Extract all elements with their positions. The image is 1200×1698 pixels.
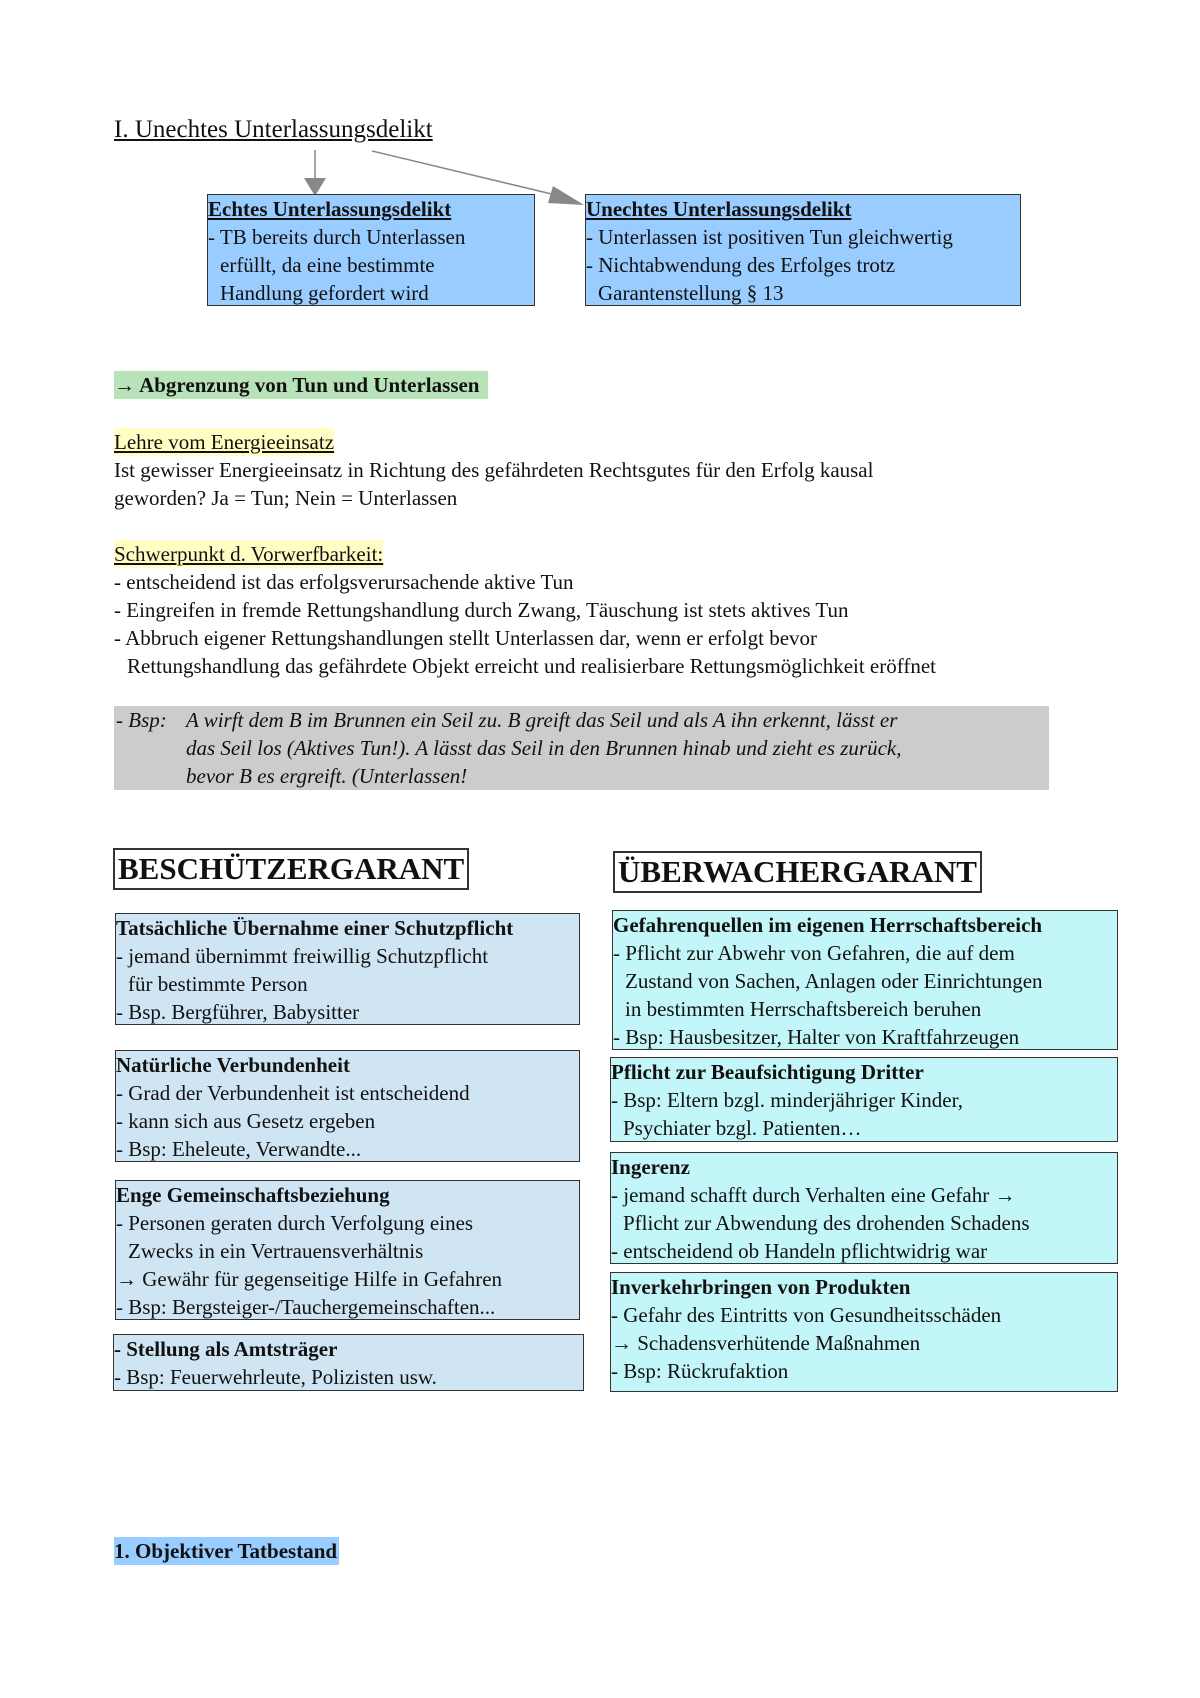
box-line: Zustand von Sachen, Anlagen oder Einrichtungen — [625, 969, 1043, 993]
box-line: - jemand schafft durch Verhalten eine Gefahr → — [611, 1183, 1016, 1207]
ueberwacher-box-ingerenz — [610, 1152, 1118, 1264]
beispiel-line: bevor B es ergreift. (Unterlassen! — [186, 764, 468, 788]
box-heading: Gefahrenquellen im eigenen Herrschaftsbereich — [613, 913, 1043, 937]
beispiel-prefix: - Bsp: — [116, 708, 167, 732]
beschuetzer-box-amtstraeger — [113, 1334, 584, 1391]
lehre-heading: Lehre vom Energieeinsatz — [114, 430, 335, 454]
ueberwacher-title: ÜBERWACHERGARANT — [613, 851, 982, 893]
box-line: - Bsp: Rückrufaktion — [611, 1359, 789, 1383]
ueberwacher-box-beaufsichtigung — [610, 1057, 1118, 1142]
box-heading: Ingerenz — [611, 1155, 690, 1179]
box-line: - Bsp: Eltern bzgl. minderjähriger Kinder, — [611, 1088, 963, 1112]
box-heading: Enge Gemeinschaftsbeziehung — [116, 1183, 390, 1207]
beschuetzer-box-verbundenheit — [115, 1050, 580, 1162]
objektiv-heading: 1. Objektiver Tatbestand — [114, 1539, 338, 1563]
beschuetzer-box-schutzpflicht — [115, 913, 580, 1025]
box-heading: - Stellung als Amtsträger — [114, 1337, 338, 1361]
box-line: - Personen geraten durch Verfolgung eines — [116, 1211, 474, 1235]
page-title: I. Unechtes Unterlassungsdelikt — [114, 116, 433, 143]
lehre-line: Ist gewisser Energieeinsatz in Richtung des gefährdeten Rechtsgutes für den Erfolg kausal — [114, 458, 874, 482]
echtes-heading: Echtes Unterlassungsdelikt — [208, 197, 452, 221]
beschuetzer-title: BESCHÜTZERGARANT — [113, 848, 469, 890]
echtes-line: erfüllt, da eine bestimmte — [220, 253, 435, 277]
ueberwacher-box-produkte — [610, 1272, 1118, 1392]
box-line: - jemand übernimmt freiwillig Schutzpflicht — [116, 944, 489, 968]
box-line: → Schadensverhütende Maßnahmen — [611, 1331, 921, 1355]
box-line: - kann sich aus Gesetz ergeben — [116, 1109, 376, 1133]
unechtes-line: - Unterlassen ist positiven Tun gleichwertig — [586, 225, 953, 249]
box-line: - Gefahr des Eintritts von Gesundheitsschäden — [611, 1303, 1002, 1327]
unechtes-line: Garantenstellung § 13 — [598, 281, 784, 305]
echtes-line: - TB bereits durch Unterlassen — [208, 225, 466, 249]
box-line: Pflicht zur Abwendung des drohenden Schadens — [623, 1211, 1030, 1235]
arrow-to-unechtes — [372, 151, 560, 196]
box-line: - Grad der Verbundenheit ist entscheidend — [116, 1081, 470, 1105]
box-heading: Tatsächliche Übernahme einer Schutzpflicht — [116, 916, 514, 940]
beispiel-box — [114, 706, 1049, 790]
box-heading: Inverkehrbringen von Produkten — [611, 1275, 911, 1299]
beispiel-line: A wirft dem B im Brunnen ein Seil zu. B greift das Seil und als A ihn erkennt, lässt er — [186, 708, 898, 732]
box-line: - Bsp: Eheleute, Verwandte... — [116, 1137, 362, 1161]
echtes-line: Handlung gefordert wird — [220, 281, 429, 305]
box-line: Zwecks in ein Vertrauensverhältnis — [128, 1239, 424, 1263]
box-line: - Bsp: Hausbesitzer, Halter von Kraftfahrzeugen — [613, 1025, 1020, 1049]
schwerpunkt-line: Rettungshandlung das gefährdete Objekt erreicht und realisierbare Rettungsmöglichkeit eröffnet — [127, 654, 937, 678]
box-line: - Bsp: Feuerwehrleute, Polizisten usw. — [114, 1365, 437, 1389]
schwerpunkt-heading: Schwerpunkt d. Vorwerfbarkeit: — [114, 542, 384, 566]
schwerpunkt-line: - Eingreifen in fremde Rettungshandlung durch Zwang, Täuschung ist stets aktives Tun — [114, 598, 849, 622]
unechtes-heading: Unechtes Unterlassungsdelikt — [586, 197, 852, 221]
schwerpunkt-line: - entscheidend ist das erfolgsverursachende aktive Tun — [114, 570, 574, 594]
echtes-box — [207, 194, 535, 306]
unechtes-line: - Nichtabwendung des Erfolges trotz — [586, 253, 896, 277]
lehre-line: geworden? Ja = Tun; Nein = Unterlassen — [114, 486, 458, 510]
box-line: für bestimmte Person — [128, 972, 308, 996]
arrow-head-unechtes — [548, 186, 584, 205]
box-line: - Pflicht zur Abwehr von Gefahren, die auf dem — [613, 941, 1015, 965]
ueberwacher-box-gefahrenquellen — [612, 910, 1118, 1050]
box-line: → Gewähr für gegenseitige Hilfe in Gefahren — [116, 1267, 503, 1291]
unechtes-box — [585, 194, 1021, 306]
beschuetzer-box-gemeinschaft — [115, 1180, 580, 1320]
box-line: - Bsp: Bergsteiger-/Tauchergemeinschaften... — [116, 1295, 496, 1319]
box-line: in bestimmten Herrschaftsbereich beruhen — [625, 997, 982, 1021]
beispiel-line: das Seil los (Aktives Tun!). A lässt das Seil in den Brunnen hinab und zieht es zurück, — [186, 736, 902, 760]
schwerpunkt-line: - Abbruch eigener Rettungshandlungen stellt Unterlassen dar, wenn er erfolgt bevor — [114, 626, 818, 650]
abgrenzung-heading: → Abgrenzung von Tun und Unterlassen — [114, 371, 488, 399]
box-heading: Natürliche Verbundenheit — [116, 1053, 350, 1077]
box-heading: Pflicht zur Beaufsichtigung Dritter — [611, 1060, 924, 1084]
box-line: Psychiater bzgl. Patienten… — [623, 1116, 862, 1140]
box-line: - Bsp. Bergführer, Babysitter — [116, 1000, 360, 1024]
box-line: - entscheidend ob Handeln pflichtwidrig war — [611, 1239, 988, 1263]
